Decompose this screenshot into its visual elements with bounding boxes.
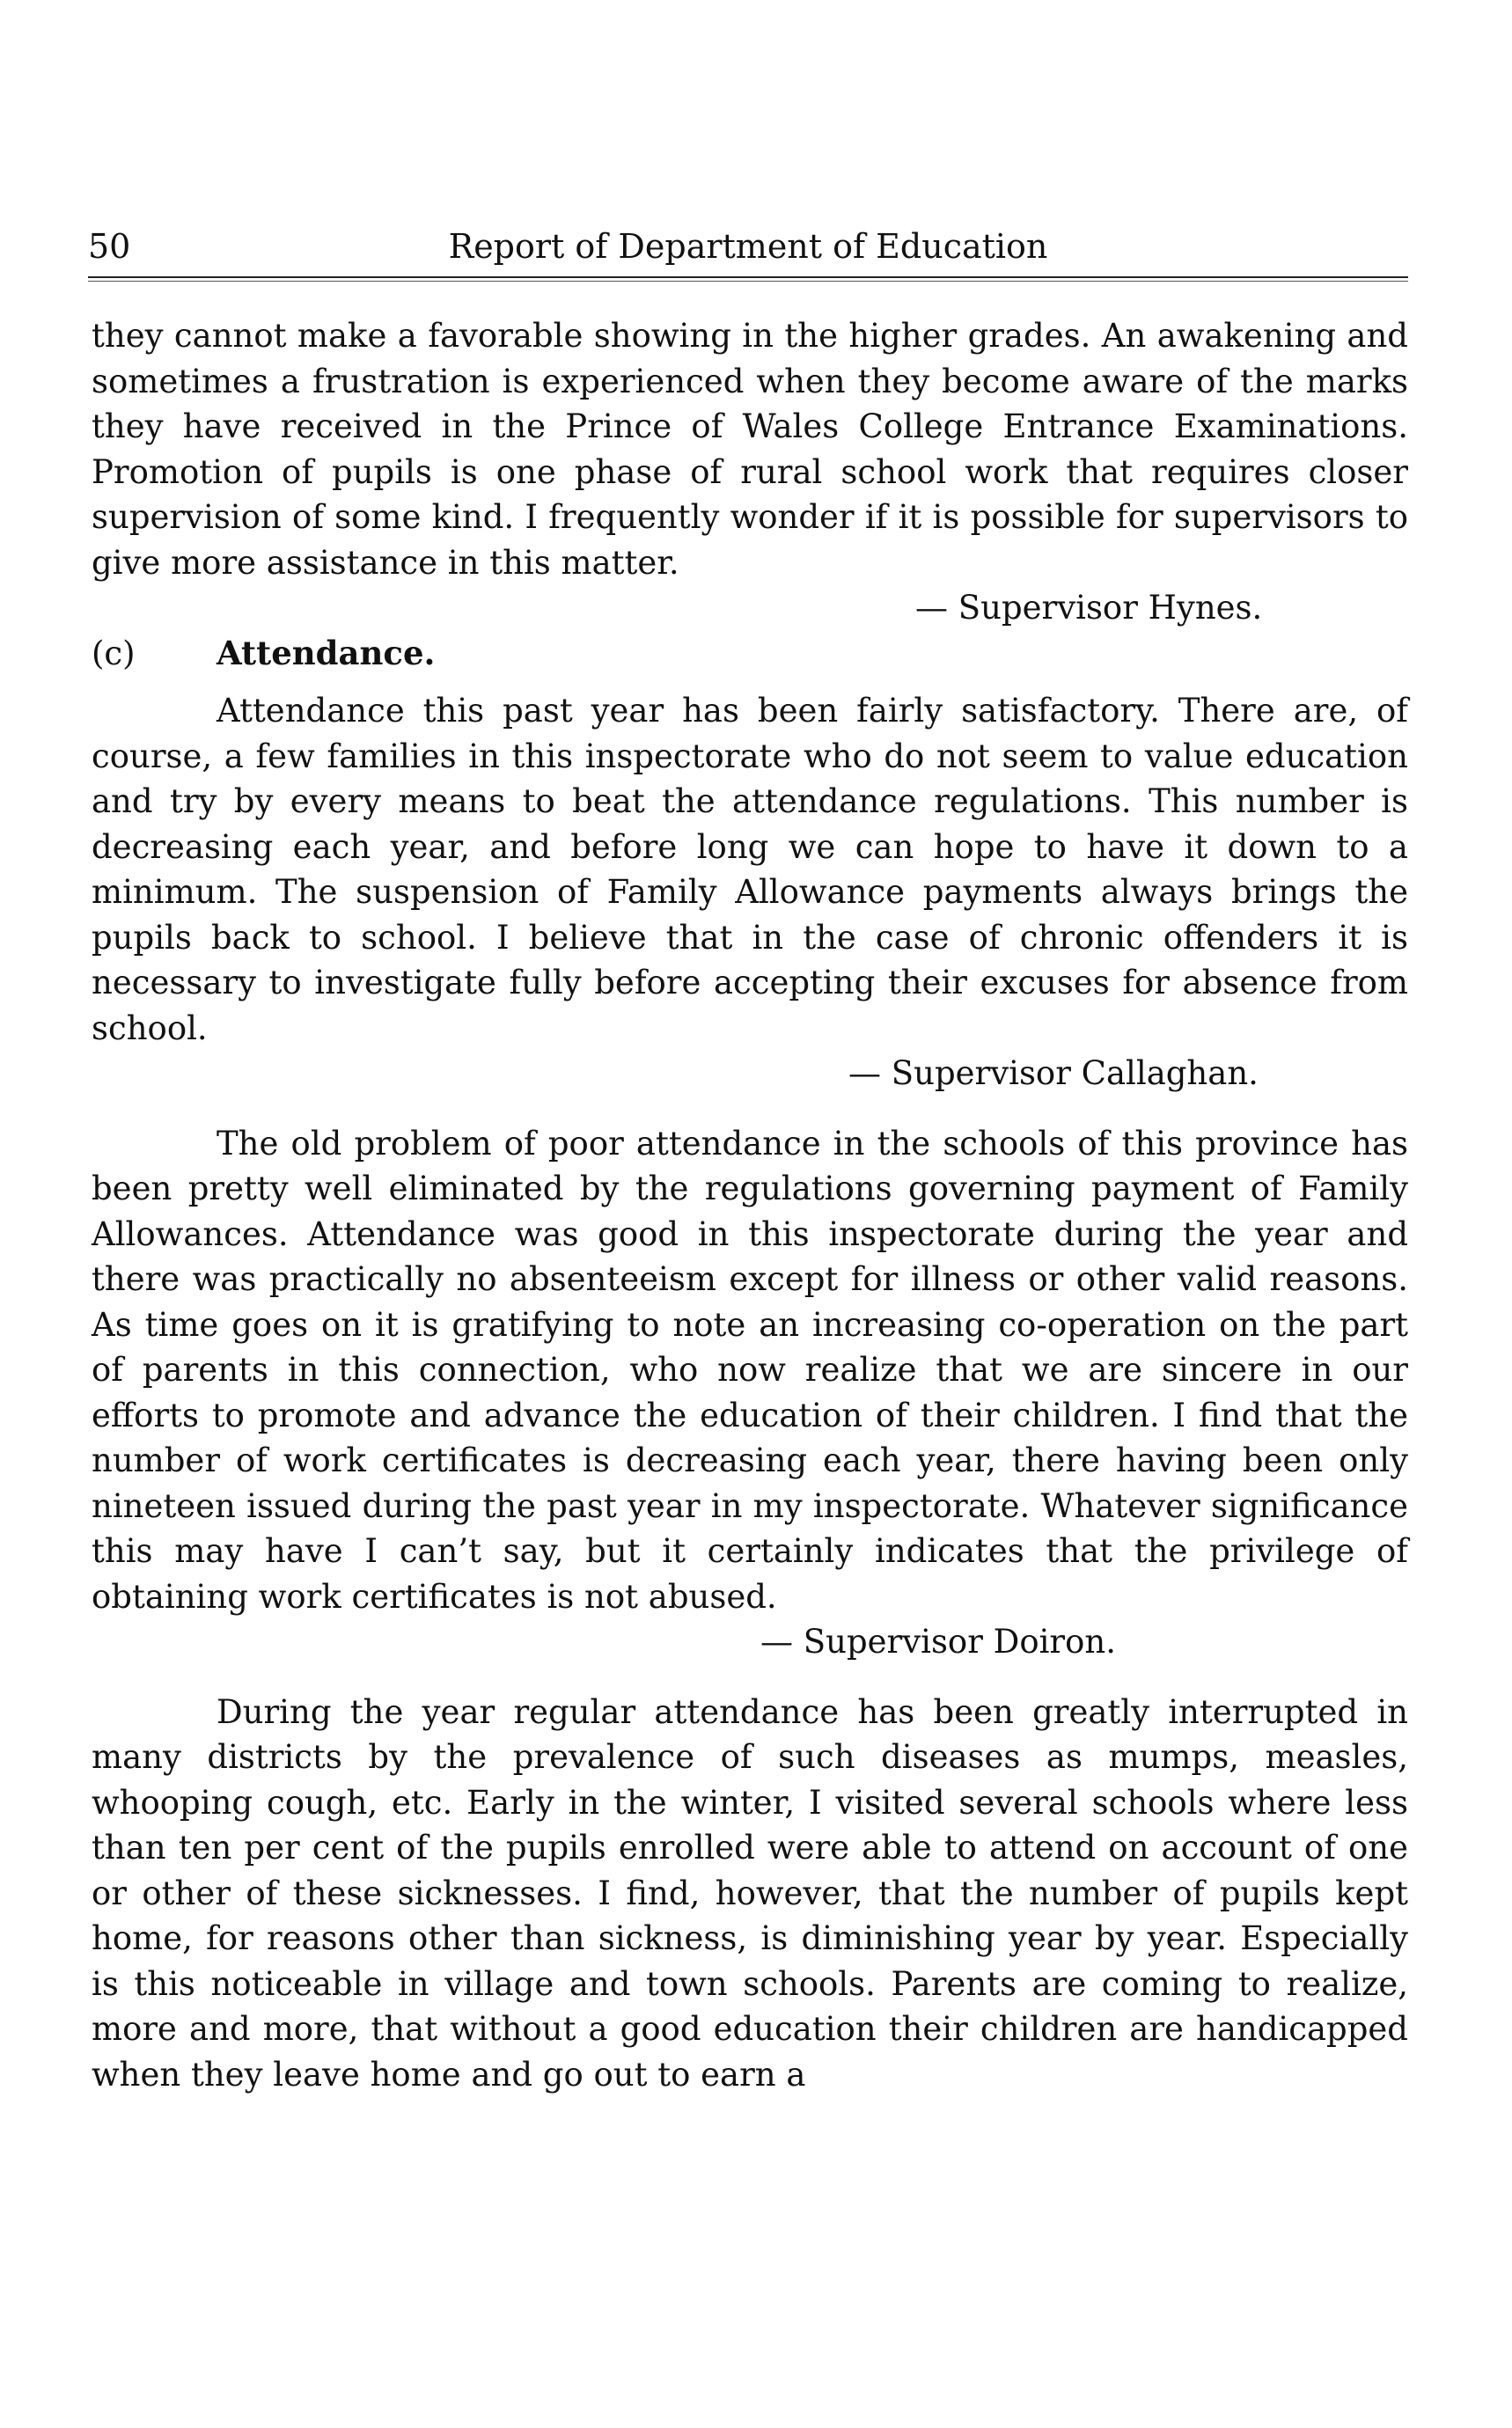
paragraph-continued: they cannot make a favorable showing in the higher grades. An awakening and sometimes a frustration is experienced when they become aware of the marks they have received in the Prince of Wales College Entrance Examinations. Promotion of pupils is one phase of rural school work that requires closer supervision of some kind. I frequently wonder if it is possible for supervisors to give more assistance in this matter. bbox=[92, 317, 1408, 582]
section-label: (c) bbox=[92, 634, 136, 672]
signature-hynes: — Supervisor Hynes. bbox=[915, 589, 1263, 627]
paragraph-callaghan: Attendance this past year has been fairly satisfactory. There are, of course, a few families in this inspectorate who do not seem to value education and try by every means to beat the attendance regulations. This number is decreasing each year, and before long we can hope to have it down to a minimum. The suspension of Family Allowance payments always brings the pupils back to school. I believe that in the case of chronic offenders it is necessary to investigate fully before accepting their excuses for absence from school. bbox=[92, 692, 1408, 1047]
header-rule bbox=[88, 276, 1408, 278]
paragraph-disease: During the year regular attendance has been greatly interrupted in many districts by the prevalence of such diseases as mumps, measles, whooping cough, etc. Early in the winter, I visited several schools where less than ten per cent of the pupils enrolled were able to attend on account of one or other of these sicknesses. I find, however, that the number of pupils kept home, for reasons other than sickness, is diminishing year by year. Especially is this noticeable in village and town schools. Parents are coming to realize, more and more, that without a good education their children are handicapped when they leave home and go out to earn a bbox=[92, 1692, 1408, 2094]
section-heading-attendance bbox=[92, 631, 1408, 677]
spacer bbox=[92, 1665, 1408, 1690]
page-number: 50 bbox=[88, 227, 131, 266]
section-title: Attendance. bbox=[217, 633, 436, 672]
page-header bbox=[88, 220, 1408, 273]
spacer bbox=[92, 676, 1408, 688]
paragraph-doiron: The old problem of poor attendance in the schools of this province has been pretty well eliminated by the regulations governing payment of Family Allowances. Attendance was good in this inspectorate during the year and there was practically no absenteeism except for illness or other valid reasons. As time goes on it is gratifying to note an increasing co-operation on the part of parents in this connection, who now realize that we are sincere in our efforts to promote and advance the education of their children. I find that the number of work certificates is decreasing each year, there having been only nineteen issued during the past year in my inspectorate. Whatever significance this may have I can’t say, but it certainly indicates that the privilege of obtaining work certificates is not abused. bbox=[92, 1124, 1408, 1616]
signature-callaghan: — Supervisor Callaghan. bbox=[848, 1054, 1259, 1092]
spacer bbox=[92, 1097, 1408, 1121]
header-rule-secondary bbox=[88, 281, 1408, 282]
signature-doiron: — Supervisor Doiron. bbox=[760, 1623, 1116, 1661]
body-text bbox=[92, 313, 1408, 2097]
running-title: Report of Department of Education bbox=[448, 227, 1048, 266]
